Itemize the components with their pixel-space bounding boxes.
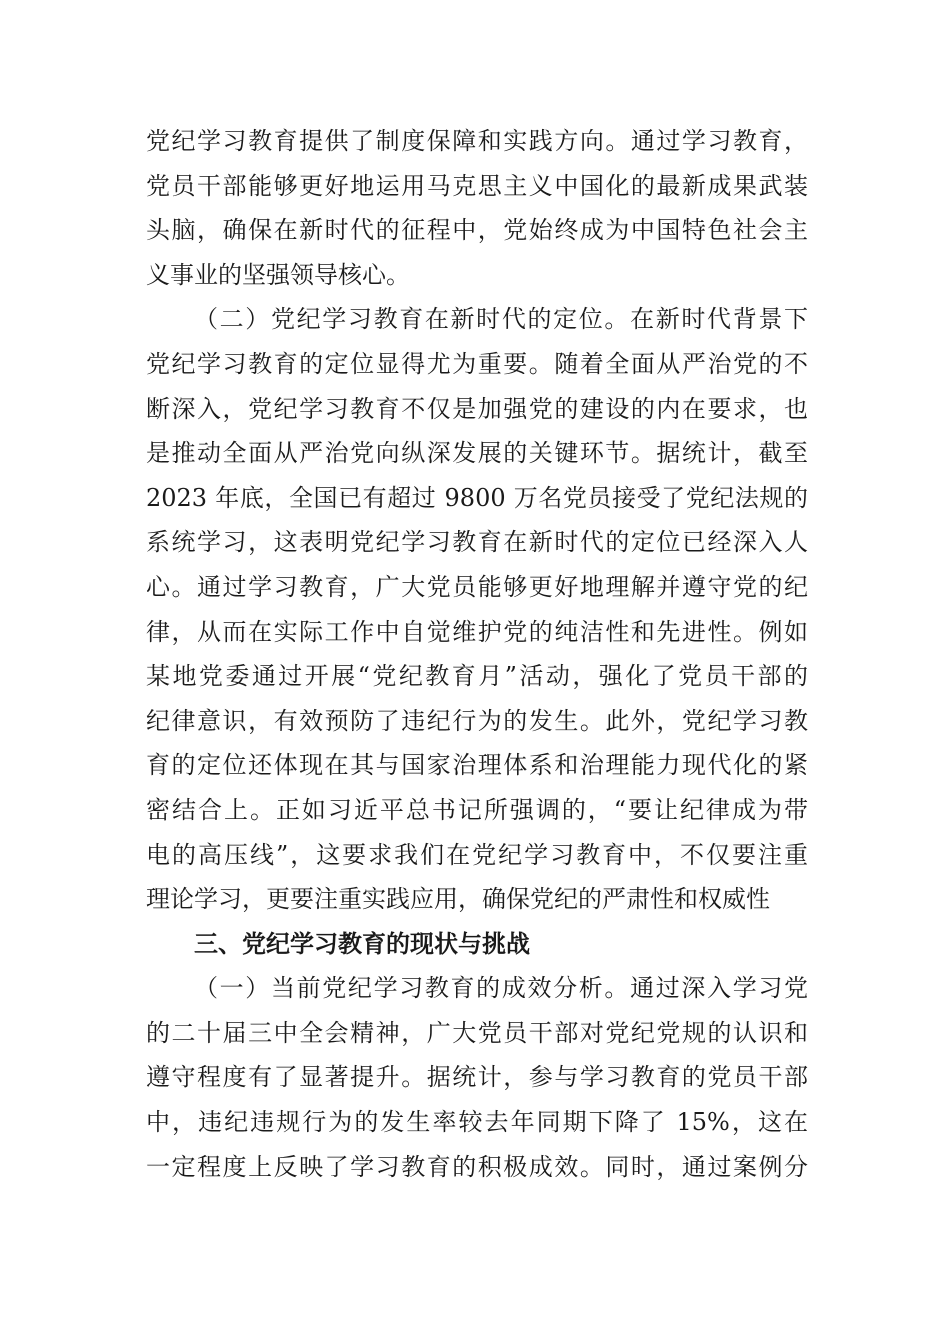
text-line: 断深入，党纪学习教育不仅是加强党的建设的内在要求，也 [146, 394, 808, 423]
text-line: 系统学习，这表明党纪学习教育在新时代的定位已经深入人 [146, 528, 808, 557]
text-line: （一）当前党纪学习教育的成效分析。通过深入学习党 [194, 974, 808, 1003]
text-line: 律，从而在实际工作中自觉维护党的纯洁性和先进性。例如 [146, 617, 808, 646]
text-line: 义事业的坚强领导核心。 [146, 260, 410, 289]
text-line: 理论学习，更要注重实践应用，确保党纪的严肃性和权威性 [146, 885, 770, 914]
text-line: 的二十届三中全会精神，广大党员干部对党纪党规的认识和 [146, 1018, 808, 1047]
text-line: 党纪学习教育的定位显得尤为重要。随着全面从严治党的不 [146, 349, 808, 378]
text-line: 密结合上。正如习近平总书记所强调的，“要让纪律成为带 [146, 795, 808, 824]
document-body [146, 119, 808, 1189]
text-line: 遵守程度有了显著提升。据统计，参与学习教育的党员干部 [146, 1063, 808, 1092]
text-line: 2023 年底，全国已有超过 9800 万名党员接受了党纪法规的 [146, 483, 808, 512]
text-line: 中，违纪违规行为的发生率较去年同期下降了 15%，这在 [146, 1108, 808, 1137]
text-line: 某地党委通过开展“党纪教育月”活动，强化了党员干部的 [146, 662, 808, 691]
text-line: 一定程度上反映了学习教育的积极成效。同时，通过案例分 [146, 1152, 808, 1181]
text-line: 育的定位还体现在其与国家治理体系和治理能力现代化的紧 [146, 751, 808, 780]
section-heading: 三、党纪学习教育的现状与挑战 [194, 929, 530, 958]
text-line: 党员干部能够更好地运用马克思主义中国化的最新成果武装 [146, 171, 808, 200]
text-line: 党纪学习教育提供了制度保障和实践方向。通过学习教育， [146, 127, 808, 155]
text-line: 心。通过学习教育，广大党员能够更好地理解并遵守党的纪 [146, 572, 808, 601]
text-line: 是推动全面从严治党向纵深发展的关键环节。据统计，截至 [146, 439, 808, 468]
text-line: （二）党纪学习教育在新时代的定位。在新时代背景下 [194, 305, 808, 334]
text-line: 纪律意识，有效预防了违纪行为的发生。此外，党纪学习教 [146, 706, 808, 735]
text-line: 头脑，确保在新时代的征程中，党始终成为中国特色社会主 [146, 216, 808, 245]
text-line: 电的高压线”，这要求我们在党纪学习教育中，不仅要注重 [146, 840, 808, 869]
